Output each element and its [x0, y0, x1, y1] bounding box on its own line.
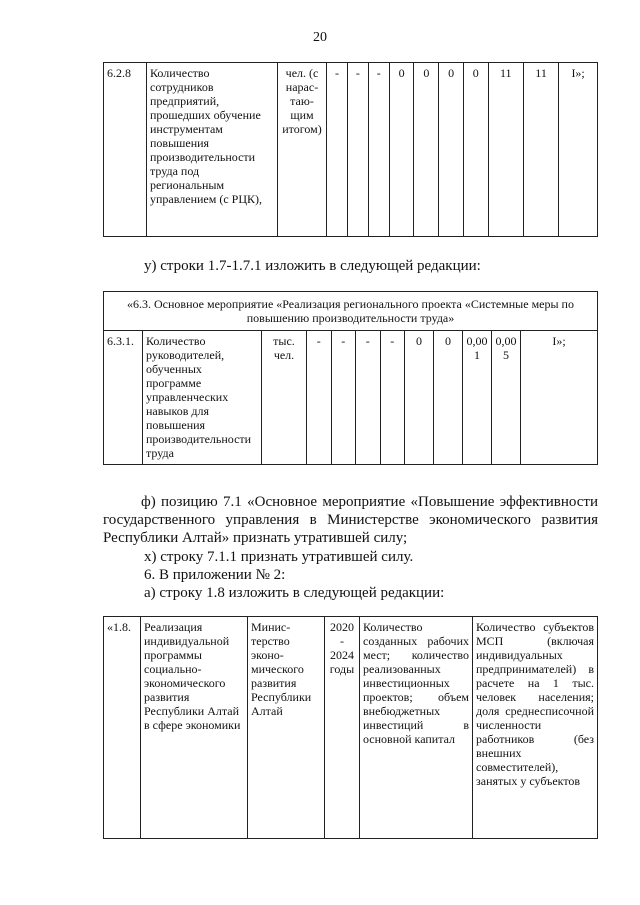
page-number: 20	[313, 30, 327, 45]
value-cell: 0	[405, 331, 434, 465]
value-cell: -	[307, 331, 332, 465]
row-number: «1.8.	[104, 617, 141, 839]
unit-cell: тыс. чел.	[262, 331, 307, 465]
value-cell: -	[327, 63, 348, 237]
value-cell: -	[331, 331, 356, 465]
value-cell: 0	[389, 63, 414, 237]
value-cell: 0,00 5	[492, 331, 521, 465]
years-cell: 2020 - 2024 годы	[325, 617, 360, 839]
section-header: «6.3. Основное мероприятие «Реализация регионального проекта «Системные меры по повышению производительности труда»	[104, 292, 598, 331]
table-row-6-2-8	[103, 62, 598, 237]
paragraph-y: у) строки 1.7-1.7.1 изложить в следующей редакции:	[144, 258, 481, 274]
value-cell: 0	[439, 63, 464, 237]
indicators-cell: Количество созданных рабочих мест; количество реализованных инвестиционных проектов; объем внебюджетных инвестиций в основной капитал	[360, 617, 473, 839]
indicator-name: Количество сотрудников предприятий, прошедших обучение инструментам повышения производительности труда под региональным управлением (с РЦК),	[147, 63, 278, 237]
targets-cell: Количество субъектов МСП (включая индивидуальных предпринимателей) в расчете на 1 тыс. человек населения; доля среднесписочной численности работников (без внешних совместителей), занятых у субъектов	[473, 617, 598, 839]
value-cell: 11	[488, 63, 523, 237]
value-cell: 0	[414, 63, 439, 237]
value-cell: 0	[463, 63, 488, 237]
executor-cell: Минис-терство эконо-мического развития Республики Алтай	[248, 617, 325, 839]
indicator-name: Количество руководителей, обученных программе управленческих навыков для повышения производительности труда	[143, 331, 262, 465]
paragraph-h: х) строку 7.1.1 признать утратившей силу.	[144, 549, 414, 565]
value-cell: 0,00 1	[463, 331, 492, 465]
value-cell: -	[380, 331, 405, 465]
row-end: I»;	[521, 331, 598, 465]
value-cell: -	[356, 331, 381, 465]
table-1-8	[103, 616, 598, 839]
paragraph-a: а) строку 1.8 изложить в следующей редакции:	[144, 585, 445, 601]
value-cell: -	[347, 63, 368, 237]
paragraph-f: ф) позицию 7.1 «Основное мероприятие «Повышение эффективности государственного управления в Министерстве экономического развития Республики Алтай» признать утратившей силу;	[103, 494, 598, 546]
unit-cell: чел. (с нарас-таю-щим итогом)	[278, 63, 327, 237]
value-cell: -	[368, 63, 389, 237]
table-6-3	[103, 291, 598, 465]
paragraph-6: 6. В приложении № 2:	[144, 567, 286, 583]
measure-name: Реализация индивидуальной программы социально-экономического развития Республики Алтай в сфере экономики	[141, 617, 248, 839]
row-number: 6.3.1.	[104, 331, 143, 465]
row-number: 6.2.8	[104, 63, 147, 237]
value-cell: 0	[433, 331, 462, 465]
row-end: I»;	[559, 63, 598, 237]
value-cell: 11	[523, 63, 558, 237]
